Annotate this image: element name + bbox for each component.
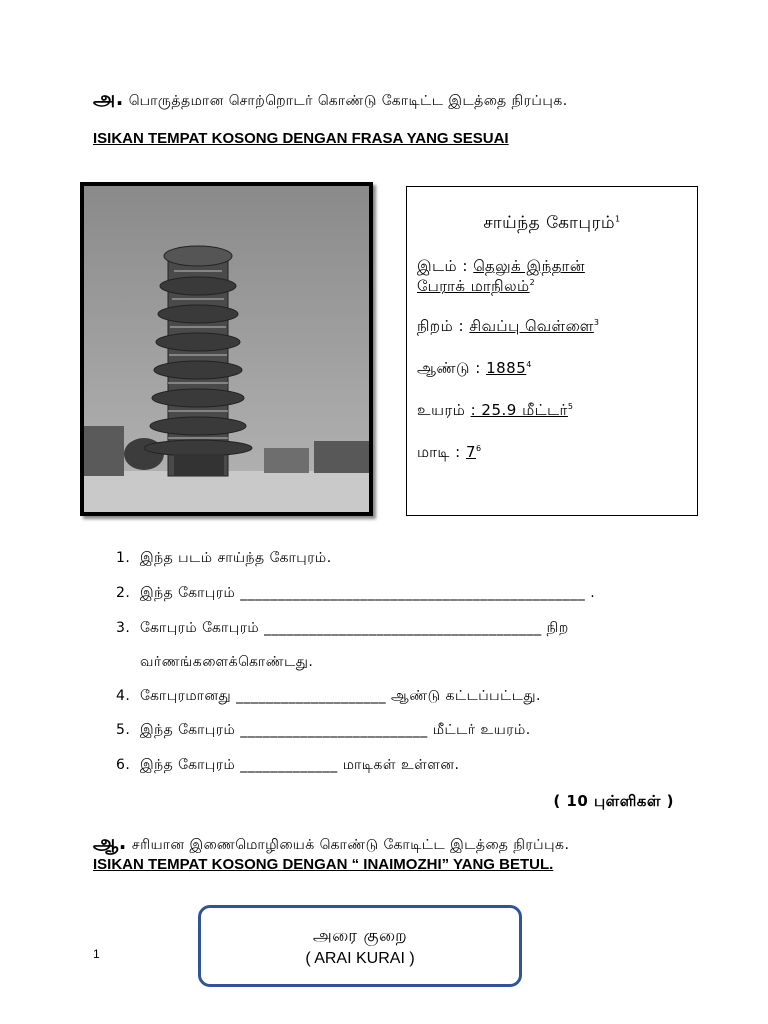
info-card-title: சாய்ந்த கோபுரம்$^1$ <box>483 213 621 233</box>
section-b-instruction <box>93 830 713 854</box>
section-b-mark: ஆ. <box>93 830 127 854</box>
page-number: 1 <box>93 947 100 961</box>
info-height: உயரம் : 25.9 மீட்டர்$^5$ <box>417 401 574 419</box>
question-2: 2. இந்த கோபுரம் ______________________________________________ . <box>116 585 596 601</box>
section-b-english-title: ISIKAN TEMPAT KOSONG DENGAN “ INAIMOZHI” YANG BETUL. <box>93 856 554 873</box>
inaimozhi-box <box>198 905 522 987</box>
marks-label: ( 10 புள்ளிகள் ) <box>553 792 674 810</box>
section-a-mark: அ. <box>93 86 124 110</box>
question-1: 1. இந்த படம் சாய்ந்த கோபுரம். <box>116 550 332 566</box>
info-floors: மாடி : $7^6$ <box>417 443 482 461</box>
section-a-instruction <box>93 86 693 110</box>
question-3-continued: வர்ணங்களைக்கொண்டது. <box>140 654 314 670</box>
section-a-english-title: ISIKAN TEMPAT KOSONG DENGAN FRASA YANG SESUAI <box>93 130 509 147</box>
section-a-instruction-tamil: பொருத்தமான சொற்றொடர் கொண்டு கோடிட்ட இடத்தை நிரப்புக. <box>128 93 568 109</box>
info-place: இடம் : தெலுக் இந்தான் <box>417 257 585 275</box>
question-4: 4. கோபுரமானது ____________________ ஆண்டு கட்டப்பட்டது. <box>116 688 541 704</box>
question-6: 6. இந்த கோபுரம் _____________ மாடிகள் உள்ளன. <box>116 757 460 773</box>
question-5: 5. இந்த கோபுரம் _________________________ மீட்டர் உயரம். <box>116 722 531 738</box>
info-place-line2: பேராக் மாநிலம்$^2$ <box>417 277 536 295</box>
leaning-tower-photo <box>80 182 373 516</box>
question-3: 3. கோபுரம் கோபுரம் _____________________________________ நிற <box>116 620 569 636</box>
info-colour: நிறம் : சிவப்பு வெள்ளை$^3$ <box>417 317 600 335</box>
section-b-instruction-tamil: சரியான இணைமொழியைக் கொண்டு கோடிட்ட இடத்தை நிரப்புக. <box>131 837 570 853</box>
inaimozhi-roman: ( ARAI KURAI ) <box>305 950 415 967</box>
info-year: ஆண்டு : 1885$^4$ <box>417 359 532 377</box>
info-card <box>406 186 698 516</box>
tower-photo-image <box>84 186 369 512</box>
inaimozhi-tamil: அரை குறை <box>312 926 408 946</box>
